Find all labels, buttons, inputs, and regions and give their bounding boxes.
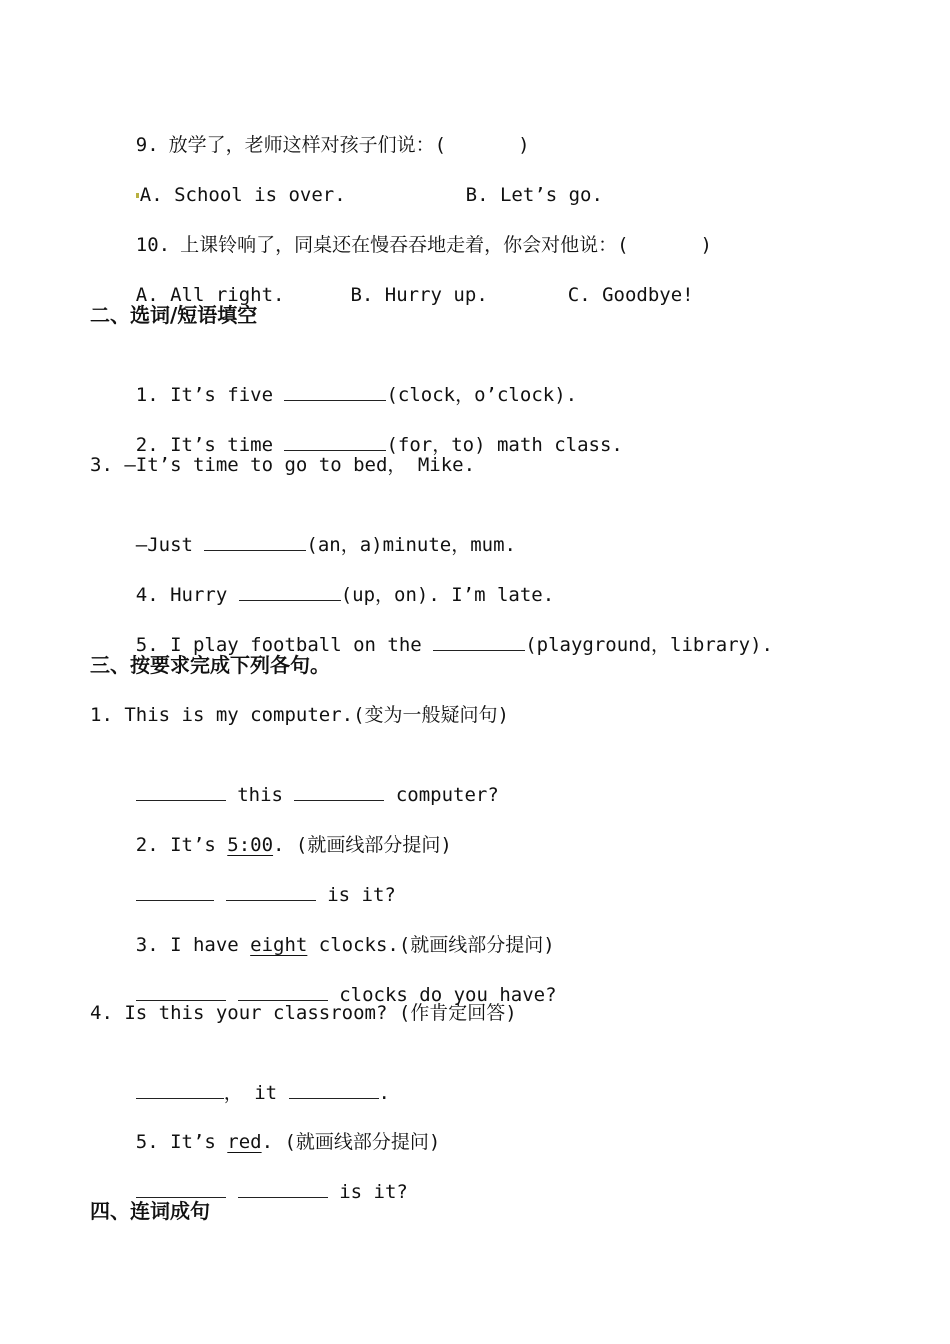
rewrite-a2-end: is it?: [315, 884, 396, 906]
q10-text: 上课铃响了，同桌还在慢吞吞地走着，你会对他说：(: [180, 234, 629, 256]
fill-q2-pre: 2. It’s time: [135, 434, 285, 456]
q9-number: 9.: [135, 134, 159, 156]
fill-question-1: [90, 350, 578, 406]
answer-blank[interactable]: [238, 1177, 328, 1198]
rewrite-a1-mid: this: [225, 784, 295, 806]
answer-blank[interactable]: [136, 780, 226, 801]
fill-q5-pre: 5. I play football on the: [135, 634, 434, 656]
answer-blank[interactable]: [284, 380, 386, 401]
rewrite-a4-mid: ， it: [223, 1082, 289, 1104]
fill-question-3-line2: [90, 500, 516, 556]
rewrite-answer-5: [90, 1147, 408, 1203]
section-4-heading: 四、连词成句: [90, 1199, 210, 1223]
rewrite-q2-post: . (就画线部分提问): [273, 834, 452, 856]
answer-blank[interactable]: [284, 430, 386, 451]
rewrite-q5-post: . (就画线部分提问): [261, 1131, 441, 1153]
q9-text: 放学了，老师这样对孩子们说：(: [168, 134, 447, 156]
rewrite-q3-underlined: eight: [250, 934, 308, 956]
rewrite-q5-underlined: red: [227, 1131, 262, 1153]
fill-q4-post: (up，on). I’m late.: [340, 584, 555, 606]
fill-q3-pre: —Just: [135, 534, 205, 556]
rewrite-q3-post: clocks.(就画线部分提问): [307, 934, 555, 956]
answer-blank[interactable]: [239, 580, 341, 601]
fill-question-2: [90, 400, 623, 456]
fill-question-3-line1: 3. —It’s time to go to bed， Mike.: [90, 454, 476, 476]
q9-option-b: B. Let’s go.: [465, 184, 603, 206]
fill-q1-post: (clock，o’clock).: [386, 384, 578, 406]
question-10: [90, 200, 712, 256]
fill-q5-post: (playground，library).: [525, 634, 773, 656]
section-3-heading: 三、按要求完成下列各句。: [90, 653, 330, 677]
fill-q4-pre: 4. Hurry: [135, 584, 239, 606]
rewrite-answer-4: [90, 1048, 390, 1104]
answer-blank[interactable]: [433, 630, 525, 651]
rewrite-q2-pre: 2. It’s: [135, 834, 228, 856]
rewrite-q2-underlined: 5:00: [227, 834, 274, 856]
rewrite-q5-pre: 5. It’s: [135, 1131, 228, 1153]
fill-question-4: [90, 550, 555, 606]
rewrite-answer-2: [90, 850, 396, 906]
rewrite-a3-end: clocks do you have?: [327, 984, 557, 1006]
q10-option-b: B. Hurry up.: [350, 284, 488, 306]
q10-number: 10.: [135, 234, 171, 256]
marker-dot: [136, 193, 139, 198]
q10-close-paren: ): [700, 234, 712, 256]
section-2-heading: 二、选词/短语填空: [90, 303, 258, 327]
answer-blank[interactable]: [294, 780, 384, 801]
rewrite-a4-end: .: [378, 1082, 390, 1104]
answer-blank[interactable]: [226, 880, 316, 901]
answer-blank[interactable]: [136, 880, 214, 901]
rewrite-question-2: [90, 800, 452, 856]
rewrite-a1-end: computer?: [384, 784, 499, 806]
rewrite-question-3: [90, 900, 555, 956]
answer-blank[interactable]: [136, 1078, 224, 1099]
q10-option-a: A. All right.: [135, 284, 285, 306]
rewrite-a5-end: is it?: [327, 1181, 408, 1203]
rewrite-answer-1: [90, 750, 499, 806]
question-9-options: [90, 150, 603, 206]
fill-q3-post: (an，a)minute，mum.: [306, 534, 516, 556]
fill-q1-pre: 1. It’s five: [135, 384, 285, 406]
rewrite-question-1: 1. This is my computer.(变为一般疑问句): [90, 704, 509, 726]
rewrite-question-5: [90, 1097, 441, 1153]
q10-option-c: C. Goodbye!: [567, 284, 694, 306]
q9-close-paren: ): [518, 134, 530, 156]
fill-q2-post: (for，to) math class.: [386, 434, 623, 456]
question-9: [90, 100, 530, 156]
answer-blank[interactable]: [136, 1177, 226, 1198]
rewrite-question-4: 4. Is this your classroom? (作肯定回答): [90, 1002, 517, 1024]
rewrite-answer-3: [90, 950, 557, 1006]
answer-blank[interactable]: [204, 530, 306, 551]
answer-blank[interactable]: [289, 1078, 379, 1099]
fill-question-5: [90, 600, 773, 656]
rewrite-q3-pre: 3. I have: [135, 934, 251, 956]
question-10-options: [90, 250, 694, 306]
q9-option-a: A. School is over.: [139, 184, 346, 206]
